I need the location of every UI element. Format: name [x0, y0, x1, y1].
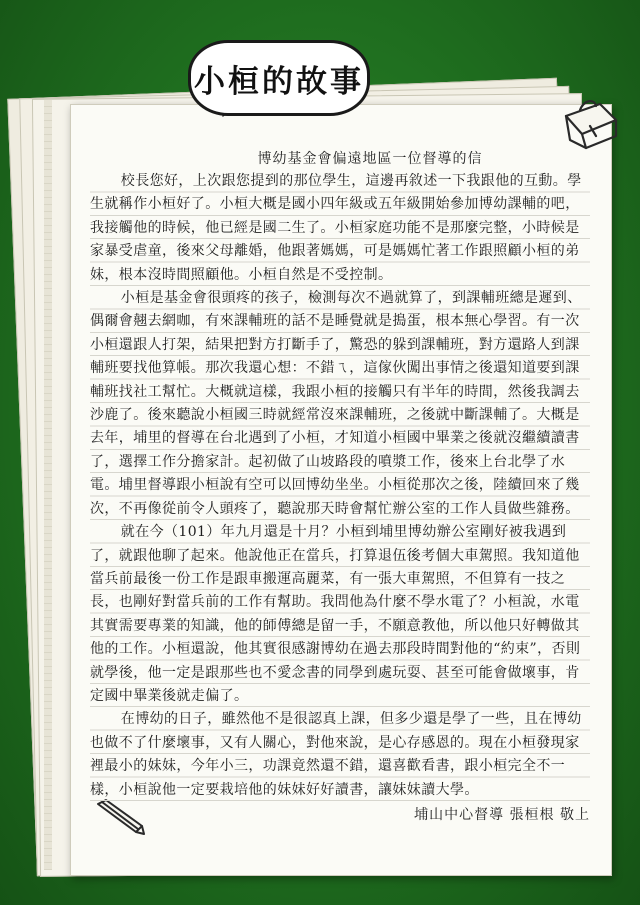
- speech-bubble: [188, 40, 370, 116]
- letter-body: [90, 170, 590, 802]
- letter-paragraph: 校長您好，上次跟您提到的那位學生，這邊再敘述一下我跟他的互動。學生就稱作小桓好了。小桓大概是國小四年級或五年級開始參加博幼課輔的吧，我接觸他的時候，他已經是國二生了。小桓家庭功能不是那麼完整，小時候是家暴受虐童，後來父母離婚，他跟著媽媽，可是媽媽忙著工作跟照顧小桓的弟妹，根本沒時間照顧他。小桓自然是不受控制。: [90, 173, 582, 283]
- bag-icon: [560, 96, 622, 152]
- pencil-icon: [92, 796, 146, 836]
- paper-stack-edge: [44, 100, 52, 870]
- letter-paragraph: 在博幼的日子，雖然他不是很認真上課，但多少還是學了一些，且在博幼也做不了什麼壞事，又有人關心，對他來說，是心存感恩的。現在小桓發現家裡最小的妹妹，今年小三，功課竟然還不錯，還喜歡看書，跟小桓完全不一樣，小桓說他一定要栽培他的妹妹好好讀書，讓妹妹讀大學。: [90, 711, 582, 798]
- letter-signature: 埔山中心督導 張桓根 敬上: [414, 807, 590, 823]
- page-title: 小桓的故事: [194, 63, 364, 100]
- letter-paragraph: 就在今（101）年九月還是十月？小桓到埔里博幼辦公室剛好被我遇到了，就跟他聊了起來。他說他正在當兵，打算退伍後考個大車駕照。我知道他當兵前最後一份工作是跟車搬運高麗菜，有一張大車駕照，不但算有一技之長，也剛好對當兵前的工作有幫助。我問他為什麼不學水電了？小桓說，水電其實需要專業的知識，他的師傅總是留一手，不願意教他，所以他只好轉做其他的工作。小桓還說，他其實很感謝博幼在過去那段時間對他的“約束”，否則就學後，他一定是跟那些也不愛念書的同學到處玩耍、甚至可能會做壞事，肯定國中畢業後就走偏了。: [90, 524, 581, 704]
- letter-title: 博幼基金會偏遠地區一位督導的信: [257, 151, 483, 167]
- letter-paragraph: 小桓是基金會很頭疼的孩子，檢測每次不過就算了，到課輔班總是遲到、偶爾會翹去網咖，有來課輔班的話不是睡覺就是搗蛋，根本無心學習。有一次小桓還跟人打架，結果把對方打斷手了，驚恐的躲到課輔班，對方還路人到課輔班要找他算帳。那次我還心想：不錯ㄟ，這傢伙闖出事情之後還知道要到課輔班找社工幫忙。大概就這樣，我跟小桓的接觸只有半年的時間，然後我調去沙鹿了。後來聽說小桓國三時就經常沒來課輔班，之後就中斷課輔了。大概是去年，埔里的督導在台北遇到了小桓，才知道小桓國中畢業之後就沒繼續讀書了，選擇工作分擔家計。起初做了山坡路段的噴漿工作，後來上台北學了水電。埔里督導跟小桓說有空可以回博幼坐坐。小桓從那次之後，陸續回來了幾次，不再像從前令人頭疼了，聽說那天時會幫忙辦公室的工作人員做些雜務。: [90, 290, 582, 517]
